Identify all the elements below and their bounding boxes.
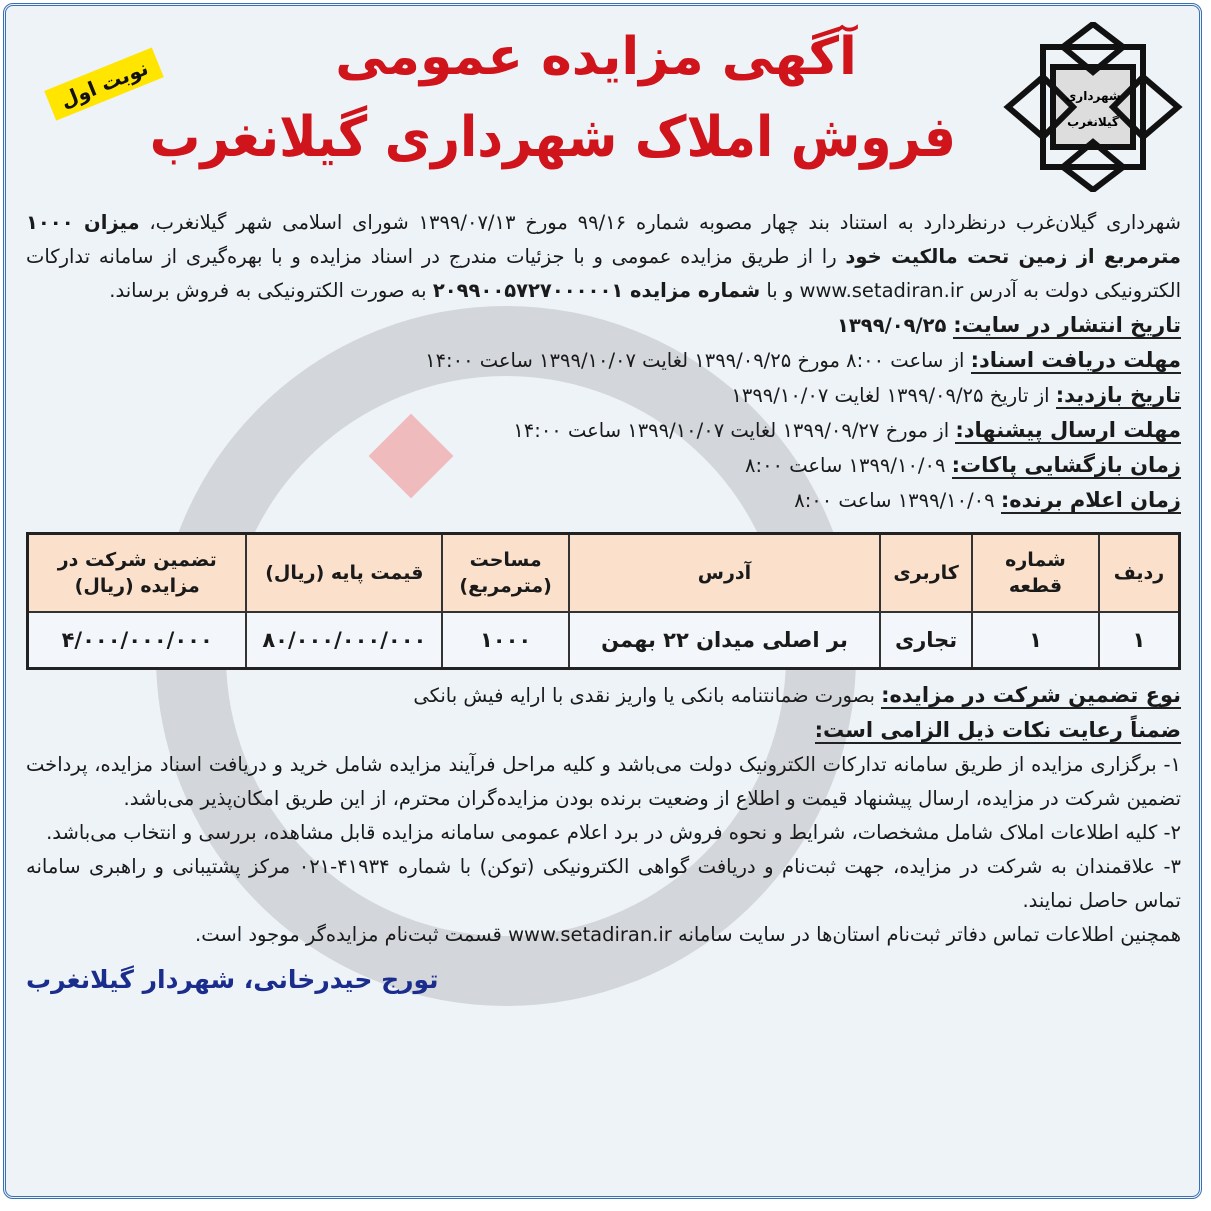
schedule-value: ۱۳۹۹/۰۹/۲۵	[837, 314, 954, 337]
schedule-label: زمان اعلام برنده:	[1000, 488, 1181, 512]
guarantee-value: بصورت ضمانتنامه بانکی یا واریز نقدی با ارایه فیش بانکی	[413, 684, 882, 707]
note-item: همچنین اطلاعات تماس دفاتر ثبت‌نام استان‌ها در سایت سامانه www.setadiran.ir قسمت ثبت‌نام مزایده‌گر موجود است.	[195, 923, 1181, 946]
notes-title: ضمناً رعایت نکات ذیل الزامی است:	[814, 718, 1181, 742]
intro-text: شهرداری گیلان‌غرب درنظردارد به استناد بند چهار مصوبه شماره ۹۹/۱۶ مورخ ۱۳۹۹/۰۷/۱۳ شورای اسلامی شهر گیلانغرب،	[139, 211, 1182, 234]
notice-body	[26, 206, 1181, 998]
note-item: ۳- علاقمندان به شرکت در مزایده، جهت ثبت‌نام و دریافت گواهی الکترونیکی (توکن) با شماره ۴۱۹۳۴-۰۲۱ مرکز پشتیبانی و راهبری سامانه تماس حاصل نمایند.	[26, 855, 1181, 912]
note-item: ۲- کلیه اطلاعات املاک شامل مشخصات، شرایط و نحوه فروش در برد اعلام عمومی سامانه مزایده قابل مشاهده، بررسی و انتخاب می‌باشد.	[46, 821, 1181, 844]
cell-usage: تجاری	[880, 612, 972, 669]
schedule-value: از تاریخ ۱۳۹۹/۰۹/۲۵ لغایت ۱۳۹۹/۱۰/۰۷	[731, 384, 1056, 407]
schedule-item	[26, 483, 1181, 518]
schedule-item	[26, 378, 1181, 413]
schedule-label: مهلت دریافت اسناد:	[970, 348, 1181, 372]
col-header: ردیف	[1099, 534, 1180, 613]
cell-row: ۱	[1099, 612, 1180, 669]
logo-text-1: شهرداری	[1065, 89, 1121, 103]
schedule-item	[26, 413, 1181, 448]
schedule-label: مهلت ارسال پیشنهاد:	[955, 418, 1181, 442]
cell-address: بر اصلی میدان ۲۲ بهمن	[569, 612, 880, 669]
first-publication-badge: نوبت اول	[44, 47, 164, 120]
property-table	[26, 532, 1181, 670]
notice-frame	[3, 3, 1202, 1199]
cell-plot-number: ۱	[972, 612, 1099, 669]
schedule-label: تاریخ بازدید:	[1055, 383, 1181, 407]
notice-header	[6, 6, 1199, 206]
intro-text-3: به صورت الکترونیکی به فروش برساند.	[109, 279, 433, 302]
notice-title: آگهی مزایده عمومی	[335, 27, 857, 87]
schedule-value: از ساعت ۸:۰۰ مورخ ۱۳۹۹/۰۹/۲۵ لغایت ۱۳۹۹/۱۰/۰۷ ساعت ۱۴:۰۰	[425, 349, 971, 372]
signature: تورج حیدرخانی، شهردار گیلانغرب	[26, 965, 439, 994]
cell-guarantee: ۴/۰۰۰/۰۰۰/۰۰۰	[28, 612, 247, 669]
notes-title-line	[26, 713, 1181, 748]
col-header: تضمین شرکت در مزایده (ریال)	[28, 534, 247, 613]
schedule-label: تاریخ انتشار در سایت:	[953, 313, 1181, 337]
cell-area: ۱۰۰۰	[442, 612, 569, 669]
intro-paragraph	[26, 206, 1181, 308]
note-item: ۱- برگزاری مزایده از طریق سامانه تدارکات الکترونیک دولت می‌باشد و کلیه مراحل فرآیند مزایده شامل خرید و دریافت اسناد مزایده، پرداخت تضمین شرکت در مزایده، ارسال پیشنهاد قیمت و اطلاع از وضعیت برنده بودن مزایده‌گران محترم، از این طریق امکان‌پذیر می‌باشد.	[26, 753, 1181, 810]
col-header: کاربری	[880, 534, 972, 613]
schedule-value: از مورخ ۱۳۹۹/۰۹/۲۷ لغایت ۱۳۹۹/۱۰/۰۷ ساعت ۱۴:۰۰	[513, 419, 956, 442]
intro-bold-area: میزان ۱۰۰۰ مترمربع از زمین تحت مالکیت خود	[26, 211, 1181, 268]
notice-subtitle: فروش املاک شهرداری گیلانغرب	[149, 105, 956, 170]
schedule	[26, 308, 1181, 518]
col-header: قیمت پایه (ریال)	[246, 534, 442, 613]
schedule-item	[26, 308, 1181, 343]
cell-base-price: ۸۰/۰۰۰/۰۰۰/۰۰۰	[246, 612, 442, 669]
schedule-value: ۱۳۹۹/۱۰/۰۹ ساعت ۸:۰۰	[794, 489, 1001, 512]
guarantee-label: نوع تضمین شرکت در مزایده:	[881, 683, 1181, 707]
guarantee-line	[26, 678, 1181, 713]
auction-number: شماره مزایده ۲۰۹۹۰۰۵۷۲۷۰۰۰۰۰۱	[432, 279, 761, 302]
logo-text-2: گیلانغرب	[1067, 115, 1119, 129]
municipality-logo	[1003, 22, 1183, 192]
col-header: شماره قطعه	[972, 534, 1099, 613]
intro-text-2: را از طریق مزایده عمومی و با جزئیات مندرج در اسناد مزایده و با بهره‌گیری از سامانه تدارکات الکترونیکی دولت به آدرس www.setadiran.ir و با	[26, 245, 1181, 302]
col-header: مساحت (مترمربع)	[442, 534, 569, 613]
table-row	[28, 612, 1180, 669]
schedule-item	[26, 343, 1181, 378]
col-header: آدرس	[569, 534, 880, 613]
schedule-value: ۱۳۹۹/۱۰/۰۹ ساعت ۸:۰۰	[745, 454, 952, 477]
table-header-row	[28, 534, 1180, 613]
schedule-item	[26, 448, 1181, 483]
schedule-label: زمان بازگشایی پاکات:	[951, 453, 1181, 477]
